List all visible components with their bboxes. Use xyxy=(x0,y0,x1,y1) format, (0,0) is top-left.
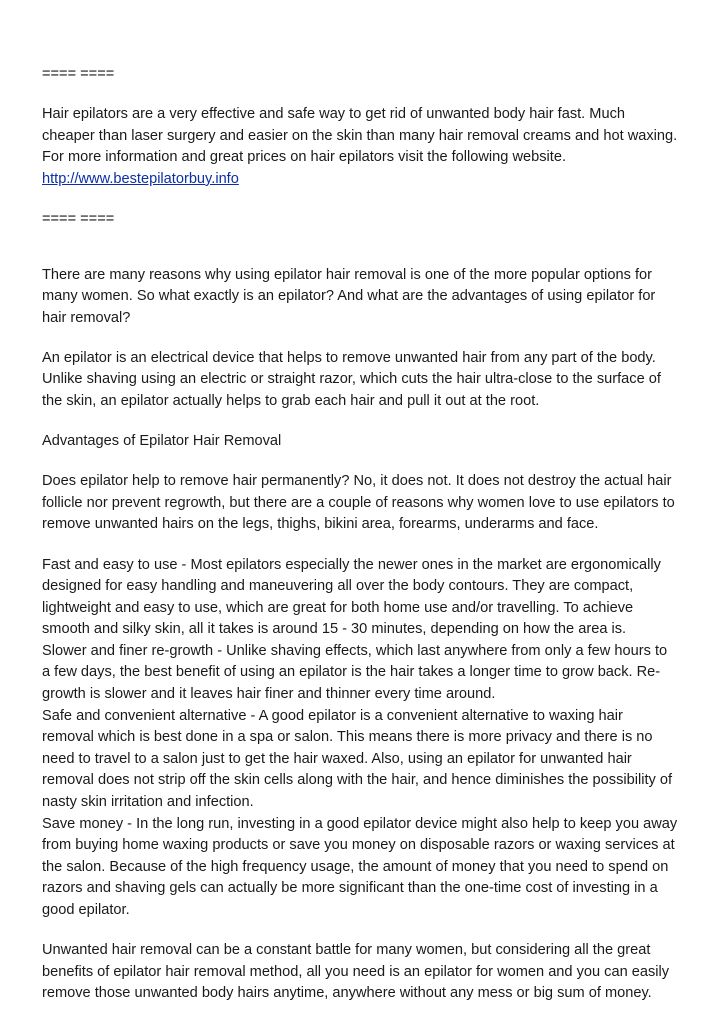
document-page xyxy=(42,64,696,1023)
paragraph-permanent: Does epilator help to remove hair permanently? No, it does not. It does not destroy the actual hair follicle nor prevent regrowth, but there are a couple of reasons why women love to use epilators to remove unwanted hairs on the legs, thighs, bikini area, forearms, underarms and face. xyxy=(42,473,675,533)
paragraph-conclusion: Unwanted hair removal can be a constant battle for many women, but considering all the great benefits of epilator hair removal method, all you need is an epilator for women and you can easily remove those unwanted body hairs anytime, anywhere without any mess or big sum of money. xyxy=(42,942,670,1002)
header-separator: ==== ==== xyxy=(42,66,115,82)
paragraph-reasons: There are many reasons why using epilator hair removal is one of the more popular options for many women. So what exactly is an epilator? And what are the advantages of using epilator for hair removal? xyxy=(42,266,656,326)
paragraph-save-money: Save money - In the long run, investing in a good epilator device might also help to keep you away from buying home waxing products or save you money on disposable razors or waxing services at the salon. Because of the high frequency usage, the amount of money that you need to spend on razors and shaving gels can actually be more significant than the one-time cost of investing in a good epilator. xyxy=(42,815,678,918)
paragraph-definition: An epilator is an electrical device that helps to remove unwanted hair from any part of the body. Unlike shaving using an electric or straight razor, which cuts the hair ultra-close to the surface of the skin, an epilator actually helps to grab each hair and pull it out at the root. xyxy=(42,349,661,410)
footer-separator: ==== ==== xyxy=(42,210,115,227)
paragraph-fast-easy: Fast and easy to use - Most epilators especially the newer ones in the market are ergonomically designed for easy handling and maneuvering all over the body contours. They are compact, lightweight and easy to use, which are great for both home use and/or travelling. To achieve smooth and silky skin, all it takes is around 15 - 30 minutes, depending on how the area is. xyxy=(42,556,661,638)
website-link[interactable]: http://www.bestepilatorbuy.info xyxy=(42,170,239,187)
section-heading: Advantages of Epilator Hair Removal xyxy=(42,433,282,450)
paragraph-slower-regrowth: Slower and finer re-growth - Unlike shaving effects, which last anywhere from only a few hours to a few days, the best benefit of using an epilator is the hair takes a longer time to grow back. Re- growth is slower and it leaves hair finer and thinner every time around. xyxy=(42,642,668,703)
intro-text: Hair epilators are a very effective and safe way to get rid of unwanted body hair fast. Much cheaper than laser surgery and easier on the skin than many hair removal creams and hot waxing. For more information and great prices on hair epilators visit the following website. xyxy=(42,106,678,166)
paragraph-safe-alternative: Safe and convenient alternative - A good epilator is a convenient alternative to waxing hair removal which is best done in a spa or salon. This means there is more privacy and there is no need to travel to a salon just to get the hair waxed. Also, using an epilator for unwanted hair removal does not strip off the skin cells along with the hair, and hence diminishes the possibility of nasty skin irritation and infection. xyxy=(42,707,673,811)
